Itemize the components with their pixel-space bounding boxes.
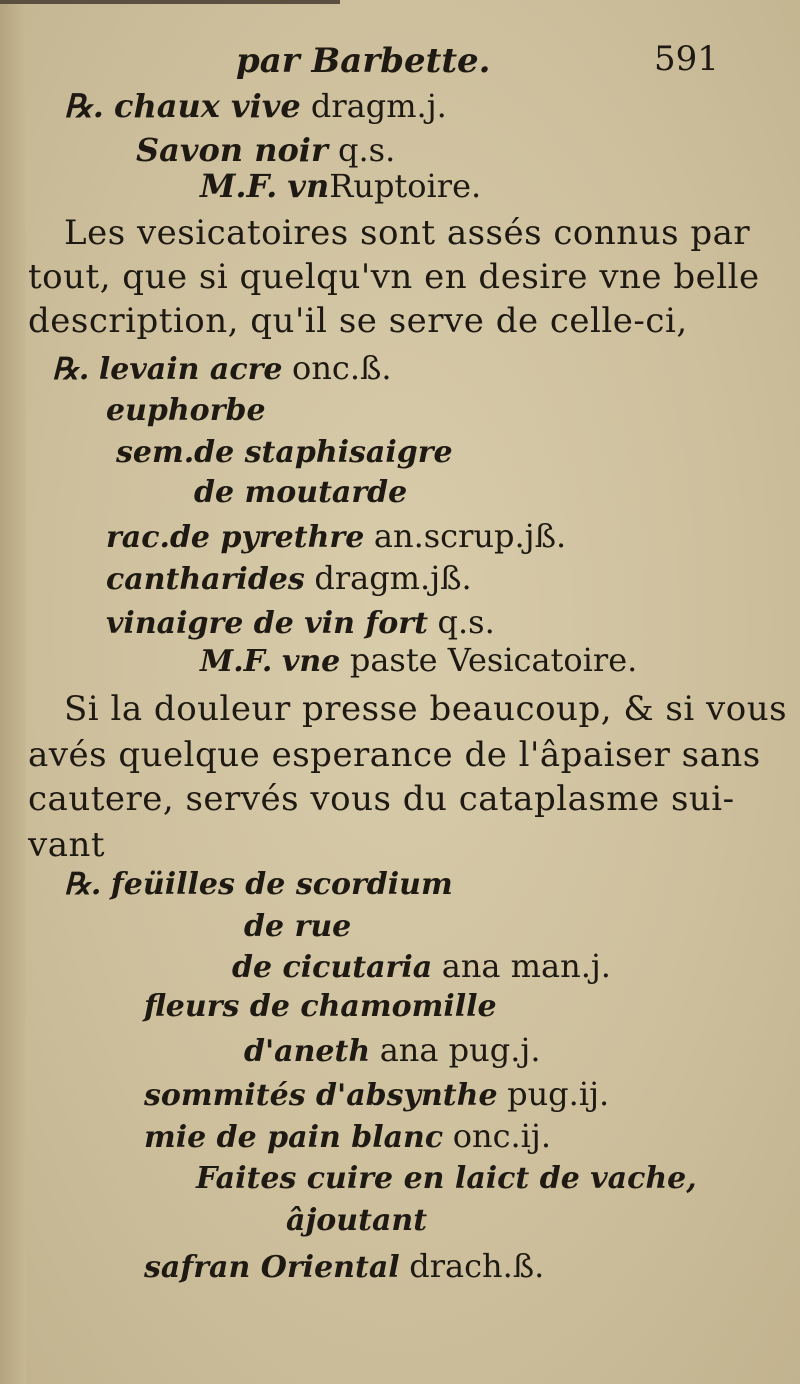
page-number: 591 xyxy=(654,39,719,79)
amount: q.s. xyxy=(437,603,495,641)
amount: ana man.j. xyxy=(441,947,611,985)
paragraph-line: Si la douleur presse beaucoup, & si vous xyxy=(64,689,788,729)
recipe-line xyxy=(232,947,611,985)
paragraph-line: tout, que si quelqu'vn en desire vne belle xyxy=(28,257,760,297)
mf-product: paste Vesicatoire. xyxy=(349,641,638,679)
recipe-line xyxy=(52,349,392,387)
amount: onc.ß. xyxy=(292,349,392,387)
ingredient: cantharides xyxy=(106,562,305,597)
ingredient: chaux vive xyxy=(114,87,301,125)
mf-product: Ruptoire. xyxy=(329,167,482,205)
paragraph-line: cautere, servés vous du cataplasme sui- xyxy=(28,779,735,819)
amount: onc.ij. xyxy=(452,1117,551,1155)
instruction: âjoutant xyxy=(286,1203,428,1238)
ingredient: mie de pain blanc xyxy=(144,1120,444,1155)
ingredient: Savon noir xyxy=(136,131,328,169)
instruction: Faites cuire en laict de vache, xyxy=(196,1161,697,1196)
mf-form: vn xyxy=(287,167,330,205)
ingredient: de rue xyxy=(244,909,352,944)
page-gutter xyxy=(0,0,26,1384)
amount: pug.ij. xyxy=(507,1075,610,1113)
ingredient: fleurs de chamomille xyxy=(144,989,497,1024)
paragraph-line: avés quelque esperance de l'âpaiser sans xyxy=(28,735,761,775)
recipe-symbol: ℞. xyxy=(64,867,102,902)
ingredient: safran Oriental xyxy=(144,1250,400,1285)
amount: an.scrup.jß. xyxy=(373,517,567,555)
recipe-mf-line xyxy=(200,167,482,205)
mf-abbrev: M.F. xyxy=(200,644,273,679)
mf-abbrev: M.F. xyxy=(200,167,278,205)
recipe-symbol: ℞. xyxy=(52,352,90,387)
recipe-mf-line xyxy=(200,641,638,679)
recipe-line xyxy=(106,517,567,555)
recipe-symbol: ℞. xyxy=(64,87,104,125)
recipe-line xyxy=(64,87,447,125)
amount: drach.ß. xyxy=(409,1247,545,1285)
amount: dragm.jß. xyxy=(314,559,472,597)
paragraph-line: description, qu'il se serve de celle-ci, xyxy=(28,301,688,341)
running-title: par Barbette. xyxy=(236,41,491,81)
ingredient: de cicutaria xyxy=(232,950,433,985)
ingredient: sommités d'absynthe xyxy=(144,1078,498,1113)
ingredient: de moutarde xyxy=(194,475,408,510)
ingredient: sem.de staphisaigre xyxy=(116,435,453,470)
recipe-line xyxy=(144,1247,545,1285)
amount: ana pug.j. xyxy=(379,1031,541,1069)
ingredient: d'aneth xyxy=(244,1034,371,1069)
paragraph-line: vant xyxy=(28,825,106,865)
ingredient: vinaigre de vin fort xyxy=(106,606,428,641)
recipe-line xyxy=(64,867,453,902)
recipe-line xyxy=(144,1075,610,1113)
recipe-line xyxy=(106,559,472,597)
amount: q.s. xyxy=(337,131,396,169)
recipe-line xyxy=(244,1031,541,1069)
ingredient: levain acre xyxy=(98,352,283,387)
paragraph-line: Les vesicatoires sont assés connus par xyxy=(64,213,751,253)
recipe-line xyxy=(144,1117,551,1155)
amount: dragm.j. xyxy=(310,87,447,125)
mf-form: vne xyxy=(281,644,341,679)
ingredient: euphorbe xyxy=(106,393,266,428)
ingredient: feüilles de scordium xyxy=(110,867,453,902)
recipe-line xyxy=(106,603,495,641)
recipe-line xyxy=(136,131,396,169)
ingredient: rac.de pyrethre xyxy=(106,520,365,555)
top-rule xyxy=(0,0,340,4)
